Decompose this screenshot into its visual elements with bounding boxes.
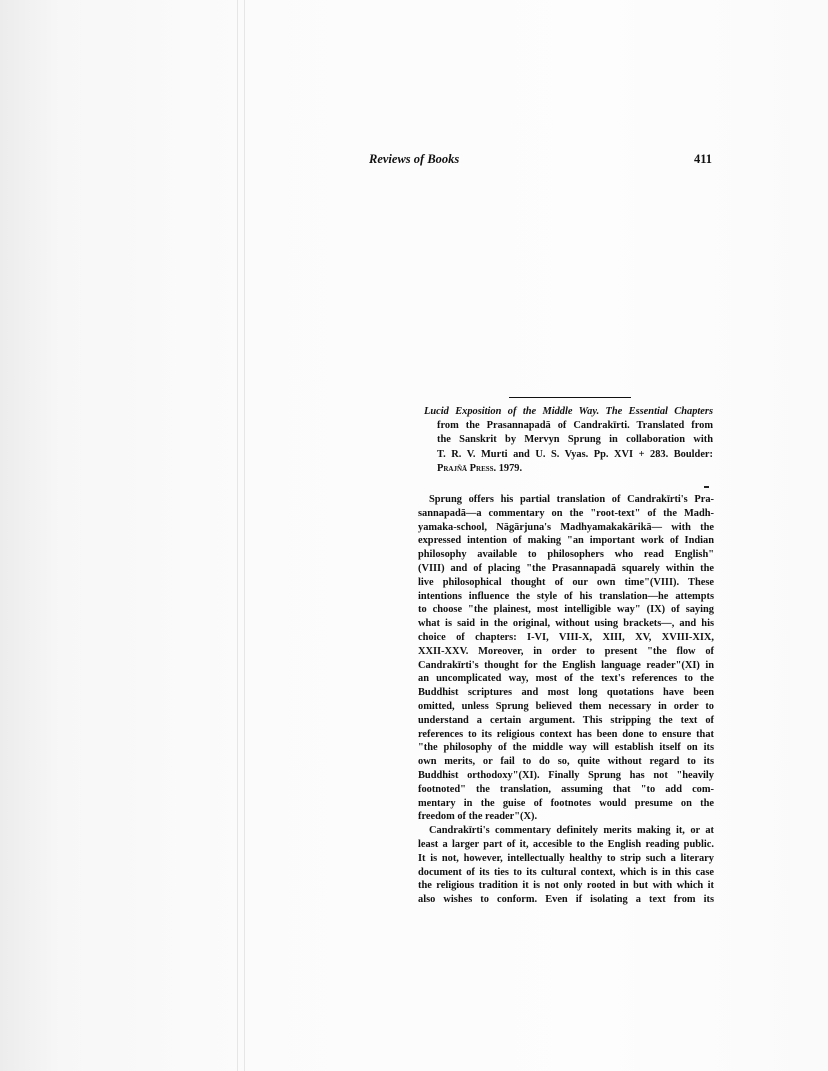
stray-mark bbox=[704, 486, 709, 488]
page-fold-line bbox=[237, 0, 238, 1071]
body-line: yamaka-school, Nāgārjuna's Madhyamakakārikā— with the bbox=[418, 521, 714, 533]
body-line: Buddhist scriptures and most long quotations have been bbox=[418, 687, 714, 699]
body-line: XXII-XXV. Moreover, in order to present "the flow of bbox=[418, 645, 714, 657]
body-line: least a larger part of it, accesible to the English reading public. bbox=[418, 838, 714, 850]
body-line: Candrakīrti's thought for the English language reader"(XI) in bbox=[418, 659, 714, 671]
body-line: Sprung offers his partial translation of Candrakīrti's Pra- bbox=[429, 494, 714, 505]
body-line: It is not, however, intellectually healthy to strip such a literary bbox=[418, 852, 714, 864]
body-line: Candrakīrti's commentary definitely merits making it, or at bbox=[429, 825, 714, 837]
body-line: understand a certain argument. This stripping the text of bbox=[418, 714, 714, 726]
citation-line: from the Prasannapadā of Candrakīrti. Translated from bbox=[437, 420, 713, 432]
body-line: (VIII) and of placing "the Prasannapadā squarely within the bbox=[418, 562, 714, 574]
body-line: expressed intention of making "an important work of Indian bbox=[418, 535, 714, 547]
body-line: the religious tradition it is not only rooted in but with which it bbox=[418, 880, 714, 892]
citation-line: Lucid Exposition of the Middle Way. The Essential Chapters bbox=[424, 406, 713, 417]
body-line: live philosophical thought of our own time"(VIII). These bbox=[418, 576, 714, 588]
body-line: what is said in the original, without using brackets—, and his bbox=[418, 618, 714, 630]
body-line: intentions influence the style of his translation—he attempts bbox=[418, 590, 714, 602]
body-line: freedom of the reader"(X). bbox=[418, 811, 538, 823]
page-number: 411 bbox=[693, 152, 712, 166]
body-line: an uncomplicated way, most of the text's references to the bbox=[418, 673, 714, 685]
citation-line: the Sanskrit by Mervyn Sprung in collaboration with bbox=[437, 434, 713, 446]
body-line: also wishes to conform. Even if isolating a text from its bbox=[418, 894, 714, 906]
body-line: philosophy available to philosophers who read English" bbox=[418, 549, 714, 561]
citation-line: Prajñā Press. 1979. bbox=[437, 462, 523, 474]
body-line: own merits, or fail to do so, quite without regard to its bbox=[418, 756, 714, 768]
body-line: to choose "the plainest, most intelligible way" (IX) of saying bbox=[418, 604, 714, 616]
section-divider bbox=[509, 397, 631, 398]
review-body bbox=[418, 493, 714, 907]
body-line: references to its religious context has been done to ensure that bbox=[418, 728, 714, 740]
running-head bbox=[369, 152, 712, 170]
body-line: choice of chapters: I-VI, VIII-X, XIII, XV, XVIII-XIX, bbox=[418, 631, 714, 643]
page-fold-line bbox=[244, 0, 245, 1071]
body-line: sannapadā—a commentary on the "root-text" of the Madh- bbox=[418, 507, 714, 519]
body-line: document of its ties to its cultural context, which is in this case bbox=[418, 866, 714, 878]
citation-line: T. R. V. Murti and U. S. Vyas. Pp. XVI + 283. Boulder: bbox=[437, 448, 713, 460]
book-citation bbox=[424, 405, 713, 476]
body-line: Buddhist orthodoxy"(XI). Finally Sprung has not "heavily bbox=[418, 769, 714, 781]
body-line: footnoted" the translation, assuming that "to add com- bbox=[418, 783, 714, 795]
body-line: omitted, unless Sprung believed them necessary in order to bbox=[418, 700, 714, 712]
body-line: "the philosophy of the middle way will establish itself on its bbox=[418, 742, 714, 754]
body-line: mentary in the guise of footnotes would presume on the bbox=[418, 797, 714, 809]
running-head-title: Reviews of Books bbox=[369, 152, 460, 166]
